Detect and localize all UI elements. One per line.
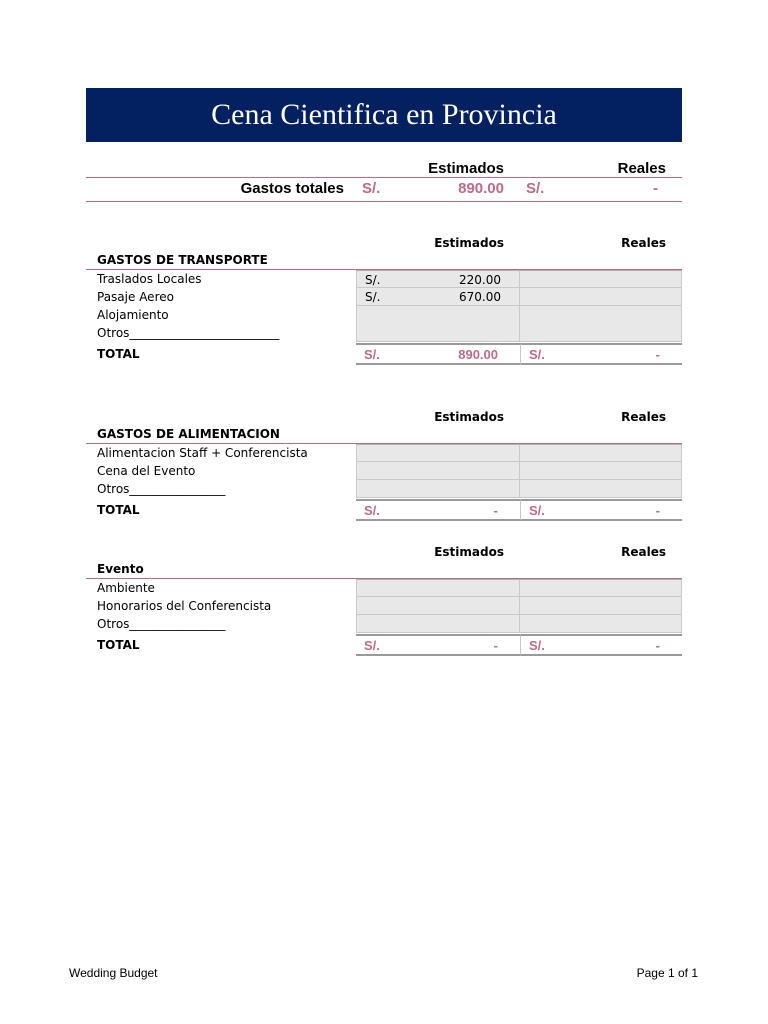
row-label: Alojamiento (97, 308, 169, 322)
col-actual: Reales (621, 545, 666, 559)
table-row (86, 270, 682, 288)
actual-cell[interactable] (520, 288, 682, 306)
section-title: GASTOS DE ALIMENTACION (86, 426, 682, 444)
total-estimated-cell[interactable]: S/. - (356, 499, 520, 521)
total-actual-cell[interactable]: S/. - (520, 343, 682, 365)
total-actual-cell[interactable]: S/. - (520, 634, 682, 656)
col-estimated: Estimados (434, 410, 504, 424)
footer-document-name: Wedding Budget (69, 966, 158, 980)
total-row (86, 343, 682, 365)
row-label: Otros________________ (97, 617, 226, 631)
section-column-header (86, 410, 682, 426)
actual-cell[interactable] (520, 444, 682, 462)
total-label: TOTAL (97, 638, 140, 652)
estimated-cell[interactable] (356, 480, 520, 498)
summary-actual-value[interactable]: - (653, 180, 658, 197)
estimated-cell[interactable] (356, 306, 520, 342)
total-estimated-cell[interactable]: S/. 890.00 (356, 343, 520, 365)
section-column-header (86, 545, 682, 561)
estimated-cell[interactable] (356, 579, 520, 597)
summary-col-estimated: Estimados (428, 160, 504, 177)
section-event (86, 545, 682, 656)
table-row (86, 597, 682, 615)
estimated-cell[interactable] (356, 615, 520, 633)
row-label: Pasaje Aereo (97, 290, 174, 304)
section-title: Evento (86, 561, 682, 579)
summary-total-row (86, 178, 682, 202)
col-estimated: Estimados (434, 236, 504, 250)
section-column-header (86, 236, 682, 252)
table-row (86, 306, 682, 342)
summary-total-label: Gastos totales (240, 180, 344, 197)
table-row (86, 288, 682, 306)
actual-cell[interactable] (520, 597, 682, 615)
section-transport (86, 236, 682, 365)
summary-header (86, 158, 682, 178)
table-row (86, 462, 682, 480)
row-label: Cena del Evento (97, 464, 196, 478)
actual-cell[interactable] (520, 480, 682, 498)
estimated-cell[interactable] (356, 462, 520, 480)
actual-cell[interactable] (520, 270, 682, 288)
summary-estimated-currency: S/. (362, 180, 381, 197)
total-estimated-cell[interactable]: S/. - (356, 634, 520, 656)
col-actual: Reales (621, 410, 666, 424)
row-label: Ambiente (97, 581, 155, 595)
total-row (86, 499, 682, 521)
summary-actual-currency: S/. (526, 180, 545, 197)
table-row (86, 444, 682, 462)
total-label: TOTAL (97, 347, 140, 361)
actual-cell[interactable] (520, 306, 682, 342)
row-label: Honorarios del Conferencista (97, 599, 272, 613)
page-title-text: Cena Cientifica en Provincia (211, 98, 557, 131)
section-title: GASTOS DE TRANSPORTE (86, 252, 682, 270)
col-actual: Reales (621, 236, 666, 250)
estimated-cell[interactable]: S/. 670.00 (356, 288, 520, 306)
estimated-cell[interactable] (356, 597, 520, 615)
actual-cell[interactable] (520, 615, 682, 633)
section-food (86, 410, 682, 521)
total-actual-cell[interactable]: S/. - (520, 499, 682, 521)
row-label: Otros_________________________ (97, 326, 280, 340)
row-label: Alimentacion Staff + Conferencista (97, 446, 308, 460)
actual-cell[interactable] (520, 462, 682, 480)
col-estimated: Estimados (434, 545, 504, 559)
table-row (86, 480, 682, 498)
estimated-cell[interactable]: S/. 220.00 (356, 270, 520, 288)
total-row (86, 634, 682, 656)
summary-estimated-value[interactable]: 890.00 (458, 180, 504, 197)
summary-col-actual: Reales (617, 160, 666, 177)
total-label: TOTAL (97, 503, 140, 517)
table-row (86, 579, 682, 597)
actual-cell[interactable] (520, 579, 682, 597)
row-label: Otros________________ (97, 482, 226, 496)
page-title (86, 88, 682, 142)
row-label: Traslados Locales (97, 272, 202, 286)
footer-page-number: Page 1 of 1 (636, 966, 698, 980)
estimated-cell[interactable] (356, 444, 520, 462)
table-row (86, 615, 682, 633)
